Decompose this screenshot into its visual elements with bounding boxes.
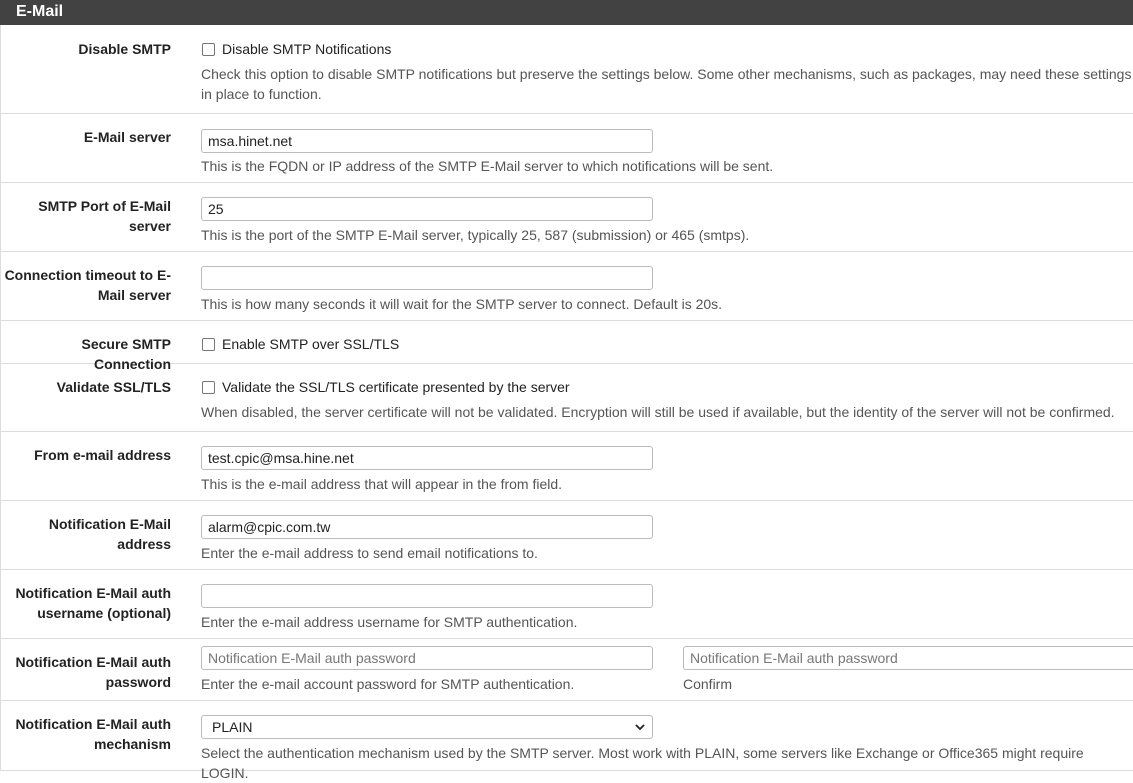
notification-email-help: Enter the e-mail address to send email notifications to. [201,545,538,561]
from-email-help: This is the e-mail address that will appear in the from field. [201,476,563,492]
disable-smtp-label: Disable SMTP [78,41,171,57]
auth-mechanism-selected: PLAIN [212,719,253,735]
disable-smtp-checkbox-line[interactable] [201,39,1133,59]
from-email-input[interactable] [201,446,653,470]
secure-smtp-checkbox[interactable] [202,338,215,351]
auth-mechanism-select[interactable] [201,715,653,739]
row-email-server [1,114,1133,183]
smtp-port-help: This is the port of the SMTP E-Mail server, typically 25, 587 (submission) or 465 (smtps). [201,227,750,243]
validate-ssl-checkbox-label[interactable]: Validate the SSL/TLS certificate presented by the server [222,379,570,395]
auth-password-confirm-help: Confirm [683,676,733,692]
validate-ssl-help: When disabled, the server certificate will not be validated. Encryption will still be used if available, but the identity of the server will not be confirmed. [201,404,1115,420]
disable-smtp-help [201,64,1133,104]
timeout-help: This is how many seconds it will wait for the SMTP server to connect. Default is 20s. [201,296,723,312]
smtp-port-input[interactable] [201,197,653,221]
notification-email-label-line2: address [117,536,171,552]
section-title: E-Mail [0,0,1133,25]
disable-smtp-checkbox-label[interactable]: Disable SMTP Notifications [222,41,392,57]
auth-password-input[interactable] [201,646,653,670]
secure-smtp-checkbox-line[interactable] [201,334,1133,354]
disable-smtp-help-line1: Check this option to disable SMTP notifications but preserve the settings below. Some other mechanisms, such as packages, may need these settings [201,66,1132,82]
row-from-email [1,432,1133,501]
smtp-port-label-line2: server [128,218,171,234]
secure-smtp-checkbox-label[interactable]: Enable SMTP over SSL/TLS [222,336,400,352]
notification-email-label-line1: Notification E-Mail [48,516,171,532]
row-auth-password [1,639,1133,701]
row-auth-mechanism [1,701,1133,781]
auth-mechanism-label-line1: Notification E-Mail auth [15,716,171,732]
auth-username-help: Enter the e-mail address username for SMTP authentication. [201,614,578,630]
disable-smtp-checkbox[interactable] [202,43,215,56]
row-connection-timeout [1,252,1133,321]
validate-ssl-checkbox-line[interactable] [201,377,1133,397]
email-server-help: This is the FQDN or IP address of the SMTP E-Mail server to which notifications will be sent. [201,158,774,174]
notification-email-input[interactable] [201,515,653,539]
auth-username-label [1,583,171,623]
timeout-label [1,265,171,305]
timeout-input[interactable] [201,266,653,290]
auth-password-confirm-input[interactable] [683,646,1133,670]
email-server-label: E-Mail server [83,129,171,145]
row-secure-smtp [1,321,1133,372]
auth-mechanism-help: Select the authentication mechanism used by the SMTP server. Most work with PLAIN, some servers like Exchange or Office365 might require LOGIN. [201,745,1084,781]
secure-smtp-label: Secure SMTP Connection [81,336,171,372]
timeout-label-line1: Connection timeout to E- [4,267,171,283]
auth-password-label [1,652,171,692]
timeout-label-line2: Mail server [97,287,171,303]
row-notification-email [1,501,1133,570]
email-settings-form [0,25,1133,781]
validate-ssl-label: Validate SSL/TLS [56,379,171,395]
auth-password-label-line1: Notification E-Mail auth [15,654,171,670]
auth-password-label-line2: password [105,674,171,690]
auth-mechanism-label [1,714,171,754]
smtp-port-label [1,196,171,236]
row-auth-username [1,570,1133,639]
row-validate-ssl [1,364,1133,432]
validate-ssl-checkbox[interactable] [202,381,215,394]
auth-password-help: Enter the e-mail account password for SMTP authentication. [201,676,575,692]
row-smtp-port [1,183,1133,252]
from-email-label: From e-mail address [34,447,171,463]
row-disable-smtp [1,25,1133,114]
disable-smtp-help-line2: in place to function. [201,86,322,102]
auth-username-label-line1: Notification E-Mail auth [15,585,171,601]
auth-mechanism-label-line2: mechanism [93,736,171,752]
chevron-down-icon [634,721,646,733]
auth-username-input[interactable] [201,584,653,608]
smtp-port-label-line1: SMTP Port of E-Mail [38,198,171,214]
email-server-input[interactable] [201,129,653,153]
notification-email-label [1,514,171,554]
auth-username-label-line2: username (optional) [37,605,171,621]
